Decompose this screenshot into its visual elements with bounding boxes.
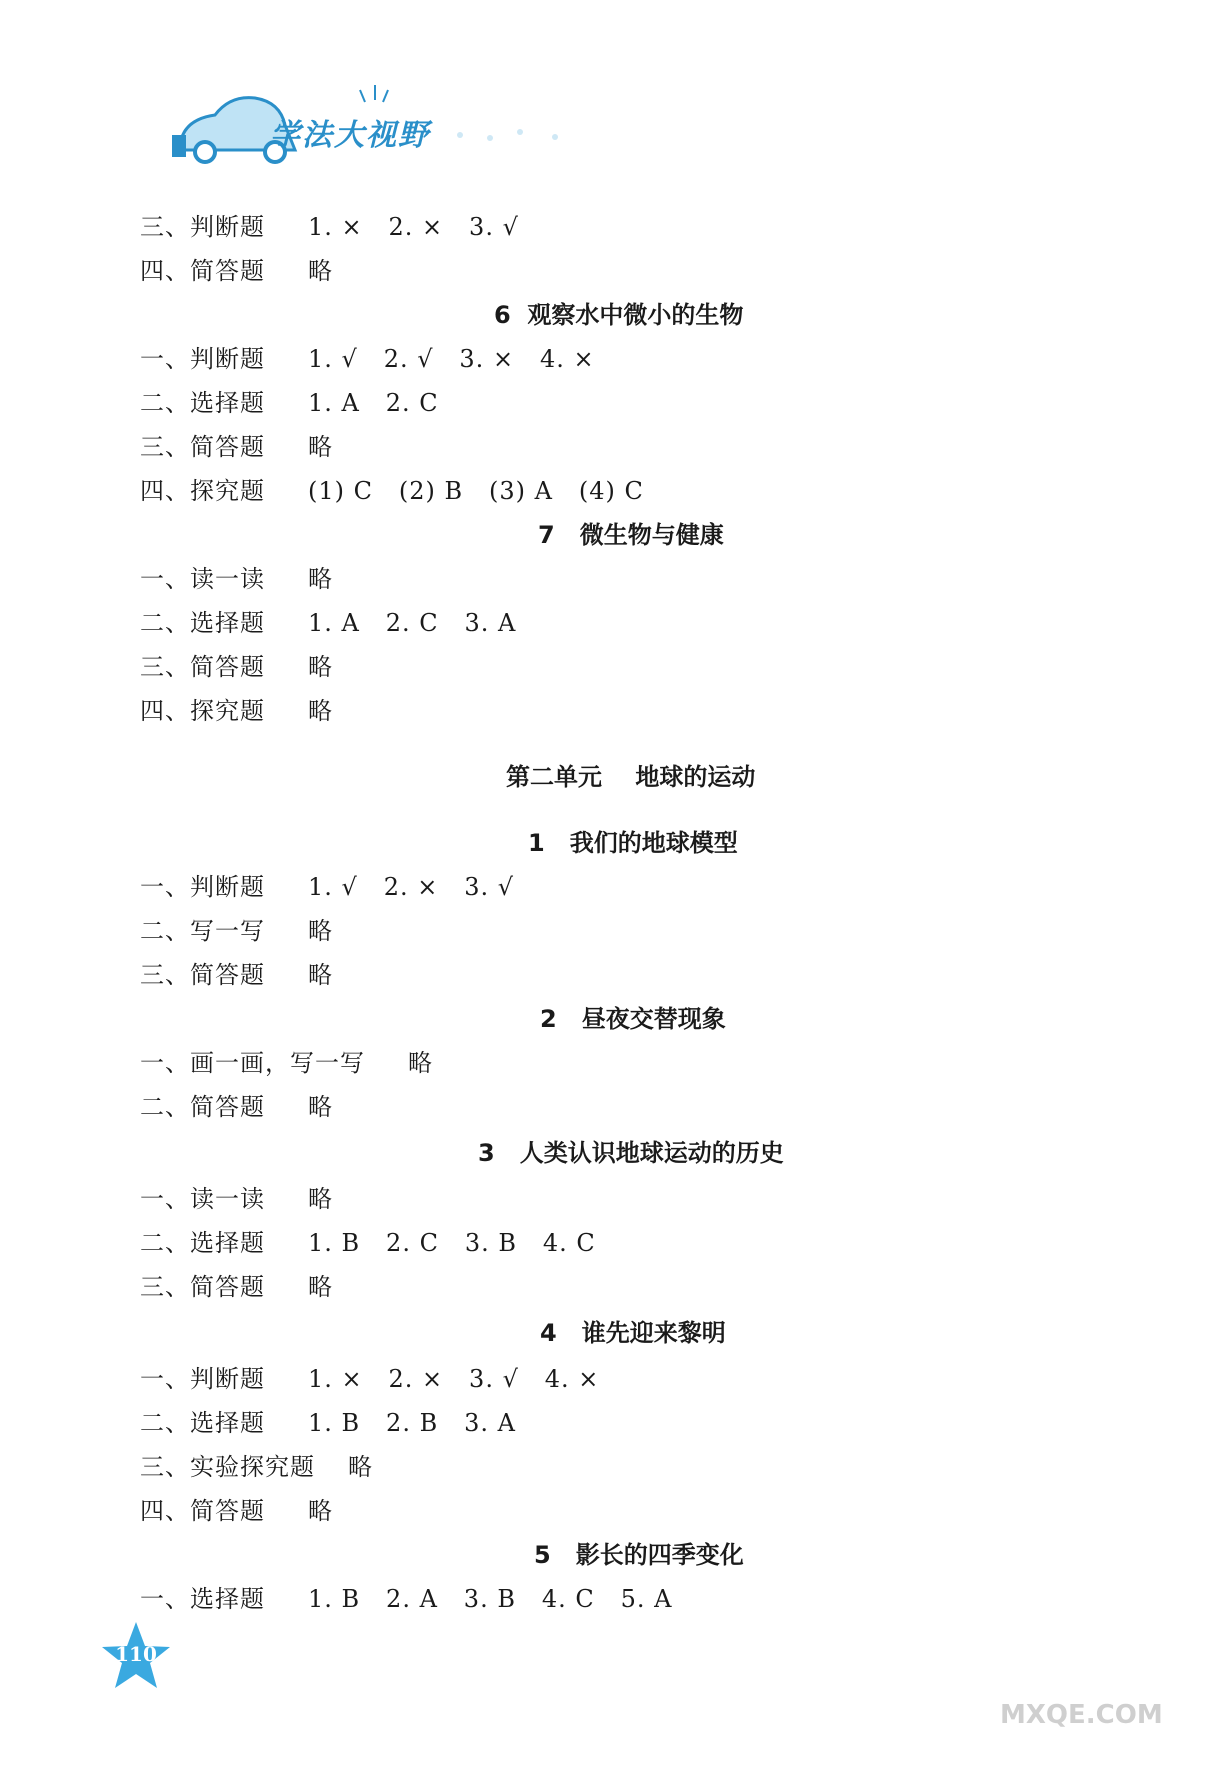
section-heading: 1 我们的地球模型 bbox=[528, 829, 738, 857]
section-heading: 2 昼夜交替现象 bbox=[540, 1005, 726, 1033]
section-heading: 3 人类认识地球运动的历史 bbox=[478, 1139, 784, 1167]
answer-line: 二、选择题 1. A 2. C bbox=[140, 389, 439, 417]
answer-line: 三、简答题 略 bbox=[140, 961, 333, 989]
answer-line: 四、简答题 略 bbox=[140, 257, 333, 285]
answer-line: 一、画一画，写一写 略 bbox=[140, 1049, 433, 1077]
answer-line: 二、简答题 略 bbox=[140, 1093, 333, 1121]
section-heading: 4 谁先迎来黎明 bbox=[540, 1319, 726, 1347]
answer-line: 三、简答题 略 bbox=[140, 653, 333, 681]
page-number: 110 bbox=[115, 1642, 157, 1666]
answer-line: 四、探究题 略 bbox=[140, 697, 333, 725]
section-heading: 7 微生物与健康 bbox=[538, 521, 724, 549]
answer-line: 一、判断题 1. × 2. × 3. √ 4. × bbox=[140, 1365, 600, 1393]
answer-line: 四、探究题 (1) C (2) B (3) A (4) C bbox=[140, 477, 644, 505]
unit-heading: 第二单元 地球的运动 bbox=[506, 763, 756, 791]
answer-line: 二、写一写 略 bbox=[140, 917, 333, 945]
answer-line: 一、判断题 1. √ 2. √ 3. × 4. × bbox=[140, 345, 595, 373]
section-heading: 6 观察水中微小的生物 bbox=[494, 301, 744, 329]
answer-line: 一、判断题 1. √ 2. × 3. √ bbox=[140, 873, 515, 901]
answer-line: 一、选择题 1. B 2. A 3. B 4. C 5. A bbox=[140, 1585, 673, 1613]
header-logo bbox=[160, 80, 600, 170]
answer-line: 二、选择题 1. A 2. C 3. A bbox=[140, 609, 517, 637]
answer-line: 一、读一读 略 bbox=[140, 565, 333, 593]
answer-line: 三、实验探究题 略 bbox=[140, 1453, 373, 1481]
answer-line: 一、读一读 略 bbox=[140, 1185, 333, 1213]
answer-line: 三、判断题 1. × 2. × 3. √ bbox=[140, 213, 519, 241]
answer-line: 四、简答题 略 bbox=[140, 1497, 333, 1525]
logo-text: 学法大视野 bbox=[270, 118, 430, 153]
answer-line: 三、简答题 略 bbox=[140, 433, 333, 461]
answer-line: 三、简答题 略 bbox=[140, 1273, 333, 1301]
answer-line: 二、选择题 1. B 2. B 3. A bbox=[140, 1409, 516, 1437]
answer-line: 二、选择题 1. B 2. C 3. B 4. C bbox=[140, 1229, 596, 1257]
watermark: MXQE.COM bbox=[1000, 1700, 1163, 1730]
section-heading: 5 影长的四季变化 bbox=[534, 1541, 744, 1569]
